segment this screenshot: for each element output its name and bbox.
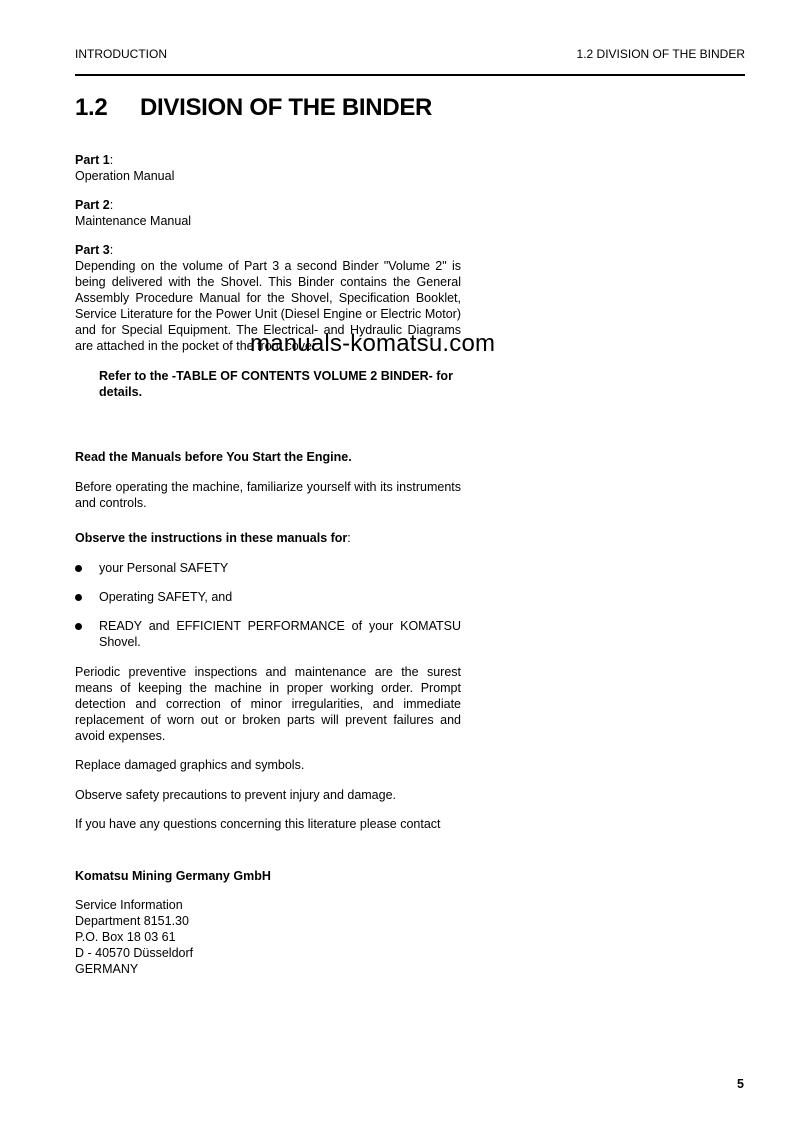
part-text: Depending on the volume of Part 3 a second Binder "Volume 2" is being delivered with the Shovel. This Binder contains the General Assembly Procedure Manual for the Shovel, Specification Booklet, Service Literature for the Power Unit (Diesel Engine or Electric Motor) and for Special Equipment. The Electrical- and Hydraulic Diagrams are attached in the pocket of the front cover. <box>75 259 461 353</box>
part-2 <box>75 197 461 229</box>
part-label: Part 2 <box>75 198 110 212</box>
part-label: Part 1 <box>75 153 110 167</box>
bullet-text: READY and EFFICIENT PERFORMANCE of your KOMATSU Shovel. <box>99 619 461 649</box>
observe-heading <box>75 530 461 546</box>
address-line: Service Information <box>75 898 183 912</box>
read-text: Before operating the machine, familiarize yourself with its instruments and controls. <box>75 480 461 510</box>
address-line: GERMANY <box>75 962 139 976</box>
part-1 <box>75 152 461 184</box>
section-title <box>75 94 432 122</box>
contact-address <box>75 897 461 977</box>
paragraph-safety: Observe safety precautions to prevent injury and damage. <box>75 788 397 802</box>
paragraph-maintenance: Periodic preventive inspections and maintenance are the surest means of keeping the machine in proper working order. Prompt detection and correction of minor irregularities, and immediate replacement of worn out or broken parts will prevent failures and avoid expenses. <box>75 665 461 743</box>
running-head-left: INTRODUCTION <box>75 47 167 61</box>
part-colon: : <box>109 153 114 167</box>
part-label: Part 3 <box>75 243 110 257</box>
bullet-item <box>75 589 461 605</box>
part-text: Operation Manual <box>75 169 175 183</box>
observe-colon: : <box>347 531 351 545</box>
refer-note: Refer to the -TABLE OF CONTENTS VOLUME 2 BINDER- for details. <box>99 369 453 399</box>
part-colon: : <box>109 243 114 257</box>
address-line: Department 8151.30 <box>75 914 189 928</box>
paragraph-contact: If you have any questions concerning this literature please contact <box>75 817 441 831</box>
address-line: D - 40570 Düsseldorf <box>75 946 194 960</box>
company-name: Komatsu Mining Germany GmbH <box>75 869 271 883</box>
part-colon: : <box>109 198 114 212</box>
header-rule <box>75 74 745 76</box>
running-head-right: 1.2 DIVISION OF THE BINDER <box>576 47 745 61</box>
bullet-icon <box>75 565 82 572</box>
bullet-item <box>75 618 461 650</box>
bullet-icon <box>75 623 82 630</box>
section-number: 1.2 <box>75 94 108 121</box>
watermark: manuals-komatsu.com <box>250 330 496 357</box>
part-text: Maintenance Manual <box>75 214 192 228</box>
address-line: P.O. Box 18 03 61 <box>75 930 176 944</box>
observe-heading-text: Observe the instructions in these manuals for <box>75 531 348 545</box>
paragraph-replace: Replace damaged graphics and symbols. <box>75 758 305 772</box>
page-number: 5 <box>737 1077 744 1091</box>
bullet-text: your Personal SAFETY <box>99 561 229 575</box>
bullet-text: Operating SAFETY, and <box>99 590 233 604</box>
bullet-item <box>75 560 461 576</box>
bullet-icon <box>75 594 82 601</box>
read-heading: Read the Manuals before You Start the Engine. <box>75 450 352 464</box>
section-title-text: DIVISION OF THE BINDER <box>140 94 433 121</box>
